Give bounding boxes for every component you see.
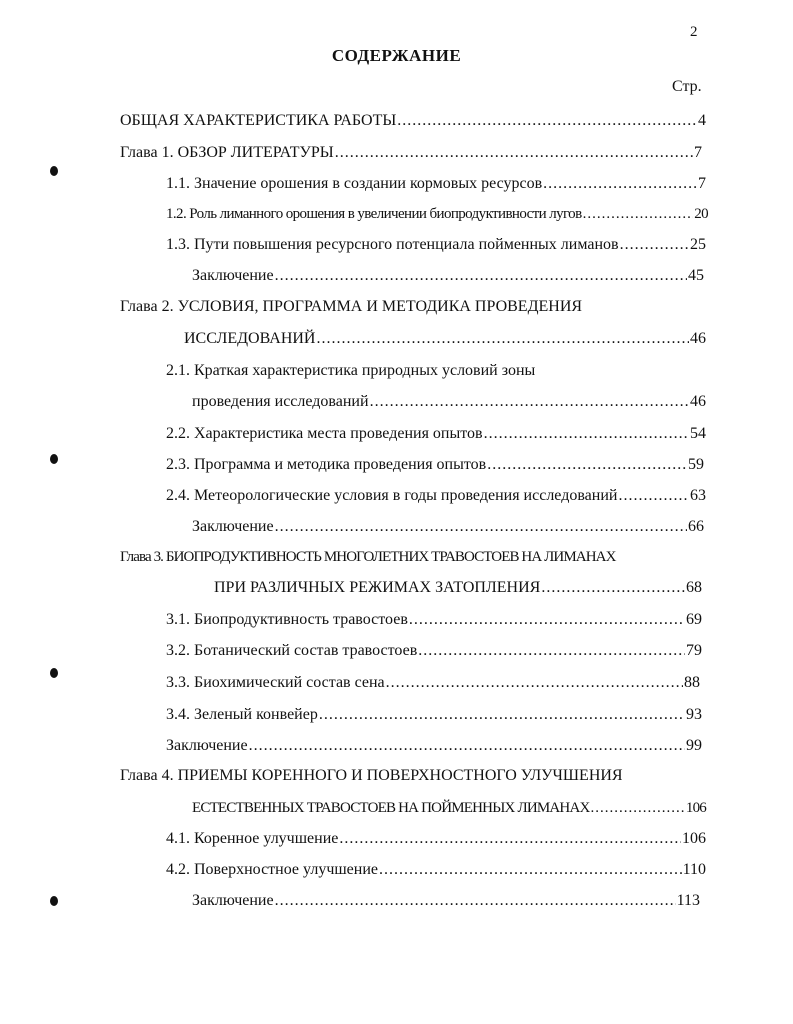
binder-hole-mark (50, 668, 58, 678)
toc-entry (166, 423, 706, 445)
toc-entry-page: 59 (688, 456, 704, 473)
toc-entry-label: Заключение (192, 518, 274, 535)
toc-entry-page: 54 (690, 425, 706, 442)
toc-entry-label: 3.1. Биопродуктивность травостоев (166, 611, 408, 628)
toc-entry-label: 1.2. Роль лиманного орошения в увеличении биопродуктивности лугов (166, 206, 582, 222)
toc-entry-label: 1.3. Пути повышения ресурсного потенциала пойменных лиманов (166, 236, 619, 253)
page-column-header: Стр. (672, 78, 702, 95)
toc-entry (166, 828, 706, 850)
toc-entry-label: ОБЩАЯ ХАРАКТЕРИСТИКА РАБОТЫ (120, 112, 397, 129)
toc-entry-page: 4 (698, 112, 706, 129)
toc-entry (192, 797, 706, 819)
toc-entry-label: 1.1. Значение орошения в создании кормовых ресурсов (166, 175, 543, 192)
binder-hole-mark (50, 454, 58, 464)
binder-hole-mark (50, 166, 58, 176)
toc-entry-label: 4.2. Поверхностное улучшение (166, 861, 379, 878)
toc-entry (166, 454, 704, 476)
toc-entry (192, 391, 706, 413)
toc-entry-label: ИССЛЕДОВАНИЙ (184, 330, 316, 347)
toc-entry-label: проведения исследований (192, 393, 369, 410)
toc-entry (166, 485, 706, 507)
toc-entry-label: 4.1. Коренное улучшение (166, 830, 339, 847)
toc-entry-page: 46 (690, 393, 706, 410)
toc-entry (166, 609, 702, 631)
toc-entry-page: 79 (686, 642, 702, 659)
toc-entry-page: 68 (686, 579, 702, 596)
toc-entry-label: 3.3. Биохимический состав сена (166, 674, 385, 691)
toc-entry-page: 45 (688, 267, 704, 284)
toc-entry (120, 142, 702, 164)
toc-entry-heading-line: Глава 2. УСЛОВИЯ, ПРОГРАММА И МЕТОДИКА ПРОВЕДЕНИЯ (120, 298, 583, 315)
toc-entry-page: 7 (694, 144, 702, 161)
toc-entry (166, 859, 706, 881)
toc-entry-label: 2.4. Метеорологические условия в годы проведения исследований (166, 487, 618, 504)
toc-entry-page: 25 (690, 236, 706, 253)
binder-hole-mark (50, 896, 58, 906)
toc-entry (166, 735, 702, 757)
toc-entry-page: 106 (685, 800, 706, 816)
toc-entry-label: 2.3. Программа и методика проведения опытов (166, 456, 487, 473)
toc-entry (166, 704, 702, 726)
toc-entry-page: 93 (686, 706, 702, 723)
toc-entry-page: 69 (686, 611, 702, 628)
toc-entry-label: Заключение (192, 267, 274, 284)
toc-entry-page: 110 (682, 861, 706, 878)
toc-entry (166, 672, 700, 694)
toc-entry-page: 88 (684, 674, 700, 691)
page-title: СОДЕРЖАНИЕ (331, 46, 462, 65)
toc-entry (214, 577, 702, 599)
toc-entry (166, 640, 702, 662)
toc-entry-label: Заключение (192, 892, 274, 909)
toc-entry-label: 3.2. Ботанический состав травостоев (166, 642, 418, 659)
toc-entry-page: 99 (686, 737, 702, 754)
toc-entry (120, 110, 706, 132)
toc-entry-label: Глава 1. ОБЗОР ЛИТЕРАТУРЫ (120, 144, 334, 161)
toc-entry (192, 265, 704, 287)
toc-entry-heading-line: Глава 4. ПРИЕМЫ КОРЕННОГО И ПОВЕРХНОСТНОГО УЛУЧШЕНИЯ (120, 767, 623, 784)
toc-entry (166, 173, 706, 195)
toc-entry-label: 2.2. Характеристика места проведения опытов (166, 425, 483, 442)
toc-entry (192, 890, 700, 912)
toc-entry-page: 7 (698, 175, 706, 192)
toc-entry-page: 106 (682, 830, 706, 847)
toc-entry-page: 63 (690, 487, 706, 504)
toc-entry-page: 113 (676, 892, 700, 909)
toc-entry (184, 328, 706, 350)
toc-entry-heading-line: 2.1. Краткая характеристика природных условий зоны (166, 362, 536, 379)
toc-entry-label: ЕСТЕСТВЕННЫХ ТРАВОСТОЕВ НА ПОЙМЕННЫХ ЛИМАНАХ (192, 800, 590, 816)
toc-entry (166, 234, 706, 256)
toc-entry-label: Заключение (166, 737, 248, 754)
toc-entry-label: 3.4. Зеленый конвейер (166, 706, 318, 723)
toc-entry-heading-line: Глава 3. БИОПРОДУКТИВНОСТЬ МНОГОЛЕТНИХ ТРАВОСТОЕВ НА ЛИМАНАХ (120, 549, 616, 565)
toc-entry (166, 203, 708, 225)
toc-entry-label: ПРИ РАЗЛИЧНЫХ РЕЖИМАХ ЗАТОПЛЕНИЯ (214, 579, 541, 596)
page-number: 2 (690, 24, 698, 40)
toc-entry-page: 20 (694, 206, 708, 222)
toc-entry-page: 46 (690, 330, 706, 347)
toc-entry-page: 66 (688, 518, 704, 535)
toc-entry (192, 516, 704, 538)
